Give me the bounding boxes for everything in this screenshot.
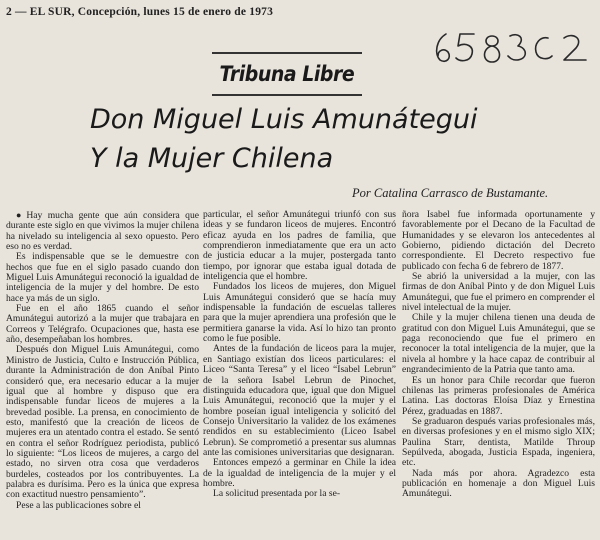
paragraph: Pese a las publicaciones sobre el <box>16 499 141 511</box>
paragraph: ● Hay mucha gente que aún considera que durante este siglo en que vivimos la mujer chilena ha nivelado su inteligencia al sexo opuesto. Pero eso no es verdad. <box>6 210 199 253</box>
paragraph: particular, el señor Amunátegui triunfó con sus ideas y se fundaron liceos de mujeres. Encontró eficaz ayuda en los padres de familia, que comprendieron inmediatamente que era un acto de justicia educar a la mujer, postergada tanto tiempo, por ignorar que estaba igual dotada de inteligencia que el hombre. <box>203 210 396 283</box>
section-label: Tribuna Libre <box>219 62 355 86</box>
paragraph: Es un honor para Chile recordar que fueron chilenas las primeras profesionales de América Latina. Las doctoras Eloísa Díaz y Ernestina Pérez, graduadas en 1887. <box>402 374 595 417</box>
section-banner <box>212 52 362 96</box>
paragraph: Entonces empezó a germinar en Chile la idea de la igualdad de inteligencia de la mujer y el hombre. <box>203 457 396 489</box>
paragraph: Nada más por ahora. Agradezco esta publicación en homenaje a don Miguel Luis Amunátegui. <box>402 467 595 500</box>
article-title <box>90 100 570 178</box>
title-line-2: Y la Mujer Chilena <box>90 143 334 174</box>
title-line-1: Don Miguel Luis Amunátegui <box>90 104 478 135</box>
bullet-icon: ● <box>16 210 25 220</box>
paragraph: ñora Isabel fue informada oportunamente y favorablemente por el Decano de la Facultad de Humanidades y se elevaron los antecedentes al Gobierno, pidiendo dictación del Decreto correspondiente. El Decreto respectivo fue publicado con fecha 6 de febrero de 1877. <box>402 210 595 272</box>
paragraph: La solicitud presentada por la se- <box>213 488 341 500</box>
paragraph: Fundados los liceos de mujeres, don Miguel Luis Amunátegui consideró que se hacía muy indispensable la fundación de escuelas talleres para que la mujer aprendiera una profesión que le permitiera ganarse la vida. Así lo hizo tan pronto como le fue posible. <box>203 281 396 345</box>
handwritten-number-drawing <box>428 28 593 68</box>
article-column-2 <box>203 210 396 538</box>
article-column-3 <box>402 210 595 538</box>
paragraph: Después don Miguel Luis Amunátegui, como Ministro de Justicia, Culto e Instrucción Pública, durante la Administración de don Aníbal Pinto consideró que, era necesario educar a la mujer igual que al hombre y dispuso que era indispensable fundar liceos de mujeres a la brevedad posible. La prensa, en conocimiento de esto, manifestó que la creación de liceos de mujeres era un atentado contra el estado. Se sentó en contra el señor Rodríguez periodista, publicó lo siguiente: “Los liceos de mujeres, a cargo del estado, no sirven otra cosa que verdaderos burdeles, costeados por los contribuyentes. La palabra es durísima. Pero es la única que expresa con exactitud nuestro pensamiento”. <box>6 344 199 501</box>
newspaper-header: 2 — EL SUR, Concepción, lunes 15 de enero de 1973 <box>6 6 274 18</box>
paragraph: Se abrió la universidad a la mujer, con las firmas de don Aníbal Pinto y de don Miguel Luis Amunátegui, que fue el primero en comprender el nivel intelectual de la mujer. <box>402 271 595 314</box>
paragraph: Es indispensable que se le demuestre con hechos que fue en el siglo pasado cuando don Miguel Luis Amunátegui reconoció la igualdad de inteligencia de la mujer y del hombre. De esto hace ya más de un siglo. <box>6 251 199 304</box>
paragraph: Chile y la mujer chilena tienen una deuda de gratitud con don Miguel Luis Amunátegui, que se paga reconociendo que fue el primero en reconocer la total inteligencia de la mujer, que la nivela al hombre y la hace capaz de contribuir al engrandecimiento de la Patria que tanto ama. <box>402 312 595 376</box>
paragraph: Antes de la fundación de liceos para la mujer, en Santiago existían dos liceos particulares: el Liceo “Santa Teresa” y el liceo “Isabel Lebrun” de la señora Isabel Lebrun de Pinochet, distinguida educadora que, igual que don Miguel Luis Amunátegui, reconoció que la mujer y el hombre poseían igual inteligencia y solicitó del Consejo Universitario la validez de los exámenes rendidos en su establecimiento (Liceo Isabel Lebrun). Se comprometió a presentar sus alumnas ante las comisiones universitarias que designaran. <box>203 343 396 458</box>
handwritten-note <box>428 28 593 68</box>
paragraph: Fue en el año 1865 cuando el señor Amunátegui autorizó a la mujer que trabajara en Correos y Telégrafo. Ocupaciones que, hasta ese año, desempeñaban los hombres. <box>6 303 199 346</box>
paragraph: Se graduaron después varias profesionales más, en diversas profesiones y en el mismo siglo XIX; Paulina Starr, dentista, Matilde Throup Sepúlveda, abogada, Justicia Espada, ingeniera, etc. <box>402 415 595 469</box>
article-byline: Por Catalina Carrasco de Bustamante. <box>352 186 549 200</box>
article-column-1 <box>6 210 199 538</box>
